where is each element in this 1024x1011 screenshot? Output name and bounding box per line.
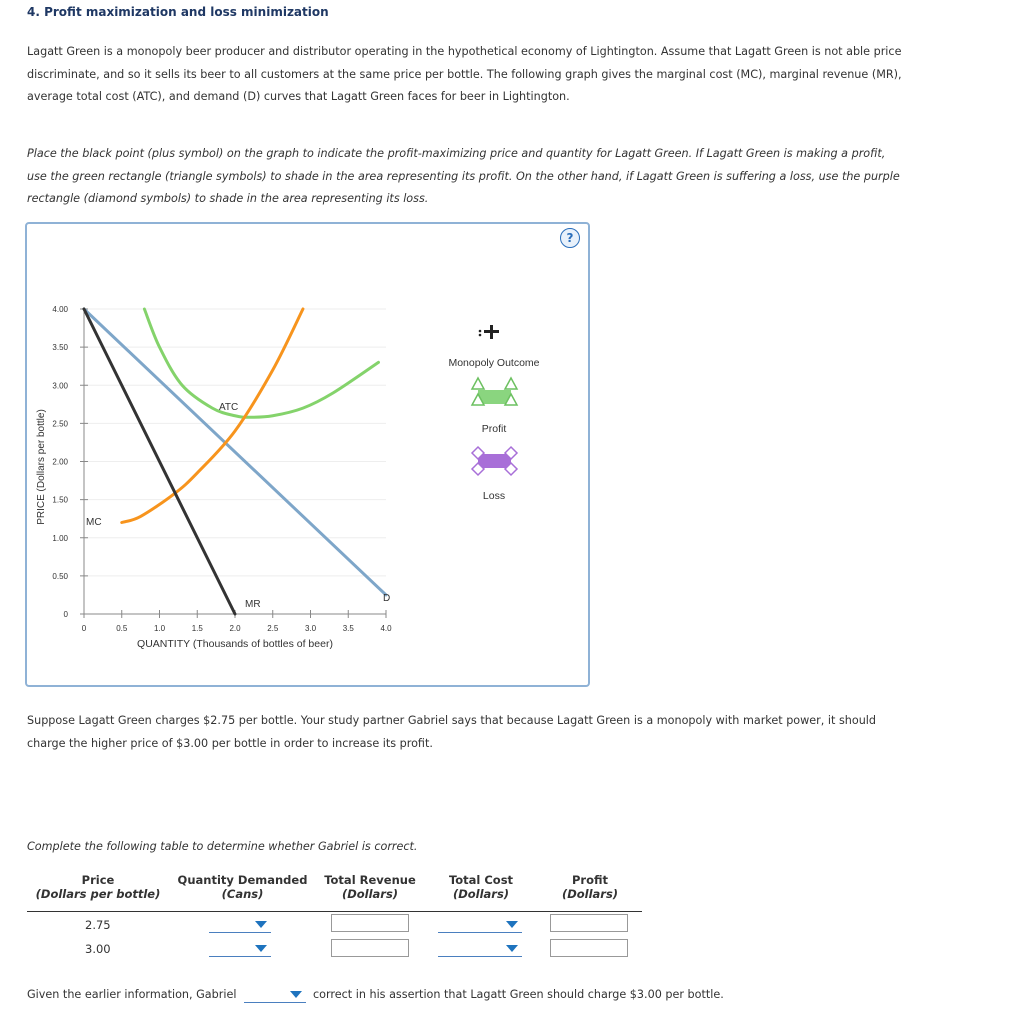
cost-dropdown[interactable] (438, 941, 522, 957)
dropdown-arrow-icon (290, 991, 302, 998)
profit-input[interactable] (550, 939, 628, 957)
loss-rectangle-icon (478, 454, 511, 468)
header-profit: Profit (Dollars) (561, 873, 619, 901)
loss-rectangle-tool[interactable] (472, 447, 517, 475)
mr-label: MR (245, 599, 261, 610)
y-axis-label: PRICE (Dollars per bottle) (36, 409, 47, 525)
profit-input[interactable] (550, 914, 628, 932)
demand-curve (84, 309, 386, 595)
y-tick-label: 1.50 (52, 495, 68, 505)
help-icon[interactable]: ? (560, 228, 580, 248)
header-revenue: Total Revenue (Dollars) (324, 873, 416, 901)
dropdown-arrow-icon (506, 945, 518, 952)
y-tick-label: 4.00 (52, 305, 68, 314)
atc-label: ATC (219, 402, 239, 413)
x-tick-label: 3.0 (304, 624, 317, 633)
x-tick-label: 3.5 (342, 624, 354, 633)
dropdown-arrow-icon (506, 921, 518, 928)
quantity-dropdown[interactable] (209, 941, 271, 957)
cost-dropdown[interactable] (438, 917, 522, 933)
revenue-input[interactable] (331, 914, 409, 932)
row-price: 3.00 (85, 942, 111, 956)
y-tick-label: 0.50 (52, 571, 68, 581)
y-tick-label: 0 (63, 610, 68, 619)
header-cost: Total Cost (Dollars) (448, 873, 514, 901)
intro-paragraph: Lagatt Green is a monopoly beer producer and distributor operating in the hypothetical economy of Lightington. Assume that Lagatt Green is not able price discriminate, and so it sells its beer to all customers at the same price per bottle. The following graph gives the marginal cost (MC), marginal revenue (MR), average total cost (ATC), and demand (D) curves that Lagatt Green faces for beer in Lightington. (27, 45, 902, 104)
x-tick-label: 1.0 (153, 624, 166, 633)
x-tick-label: 2.0 (229, 624, 241, 633)
monopoly-outcome-tool[interactable] (479, 325, 499, 339)
loss-label: Loss (482, 490, 506, 502)
dropdown-arrow-icon (255, 945, 267, 952)
revenue-input[interactable] (331, 939, 409, 957)
quantity-dropdown[interactable] (209, 917, 271, 933)
y-tick-label: 3.50 (52, 343, 68, 353)
question-title: 4. Profit maximization and loss minimization (27, 5, 329, 19)
x-axis-label: QUANTITY (Thousands of bottles of beer) (137, 638, 333, 650)
x-tick-label: 2.5 (267, 624, 279, 633)
gabriel-correct-dropdown[interactable] (244, 987, 306, 1003)
header-quantity: Quantity Demanded (Cans) (177, 873, 308, 901)
x-tick-label: 0 (81, 624, 87, 633)
y-tick-label: 2.50 (52, 419, 68, 429)
y-tick-label: 3.00 (52, 381, 68, 391)
row-price: 2.75 (85, 918, 111, 932)
triangle-icon (472, 378, 484, 389)
profit-label: Profit (481, 423, 507, 435)
plus-icon (479, 325, 499, 339)
y-tick-label: 1.00 (52, 533, 68, 543)
conclusion-suffix: correct in his assertion that Lagatt Green should charge $3.00 per bottle. (313, 988, 724, 1001)
x-tick-label: 4.0 (380, 624, 392, 633)
triangle-icon (505, 378, 517, 389)
instructions-paragraph: Place the black point (plus symbol) on the graph to indicate the profit-maximizing price and quantity for Lagatt Green. If Lagatt Green is making a profit, use the green rectangle (triangle symbols) to shade in the area representing its profit. On the other hand, if Lagatt Green is suffering a loss, use the purple rectangle (diamond symbols) to shade in the area representing its loss. (27, 147, 900, 206)
d-label: D (383, 593, 391, 604)
mc-label: MC (86, 517, 102, 528)
table-header-rule (27, 911, 642, 912)
header-price: Price (Dollars per bottle) (35, 873, 161, 901)
y-tick-label: 2.00 (52, 457, 68, 467)
conclusion-prefix: Given the earlier information, Gabriel (27, 988, 237, 1001)
monopoly-outcome-label: Monopoly Outcome (448, 357, 540, 369)
profit-rectangle-tool[interactable] (472, 378, 517, 405)
table-instruction: Complete the following table to determine whether Gabriel is correct. (27, 840, 418, 853)
x-tick-label: 0.5 (116, 624, 128, 633)
x-tick-label: 1.5 (191, 624, 203, 633)
followup-paragraph: Suppose Lagatt Green charges $2.75 per bottle. Your study partner Gabriel says that because Lagatt Green is a monopoly with market power, it should charge the higher price of $3.00 per bottle in order to increase its profit. (27, 714, 877, 750)
dropdown-arrow-icon (255, 921, 267, 928)
